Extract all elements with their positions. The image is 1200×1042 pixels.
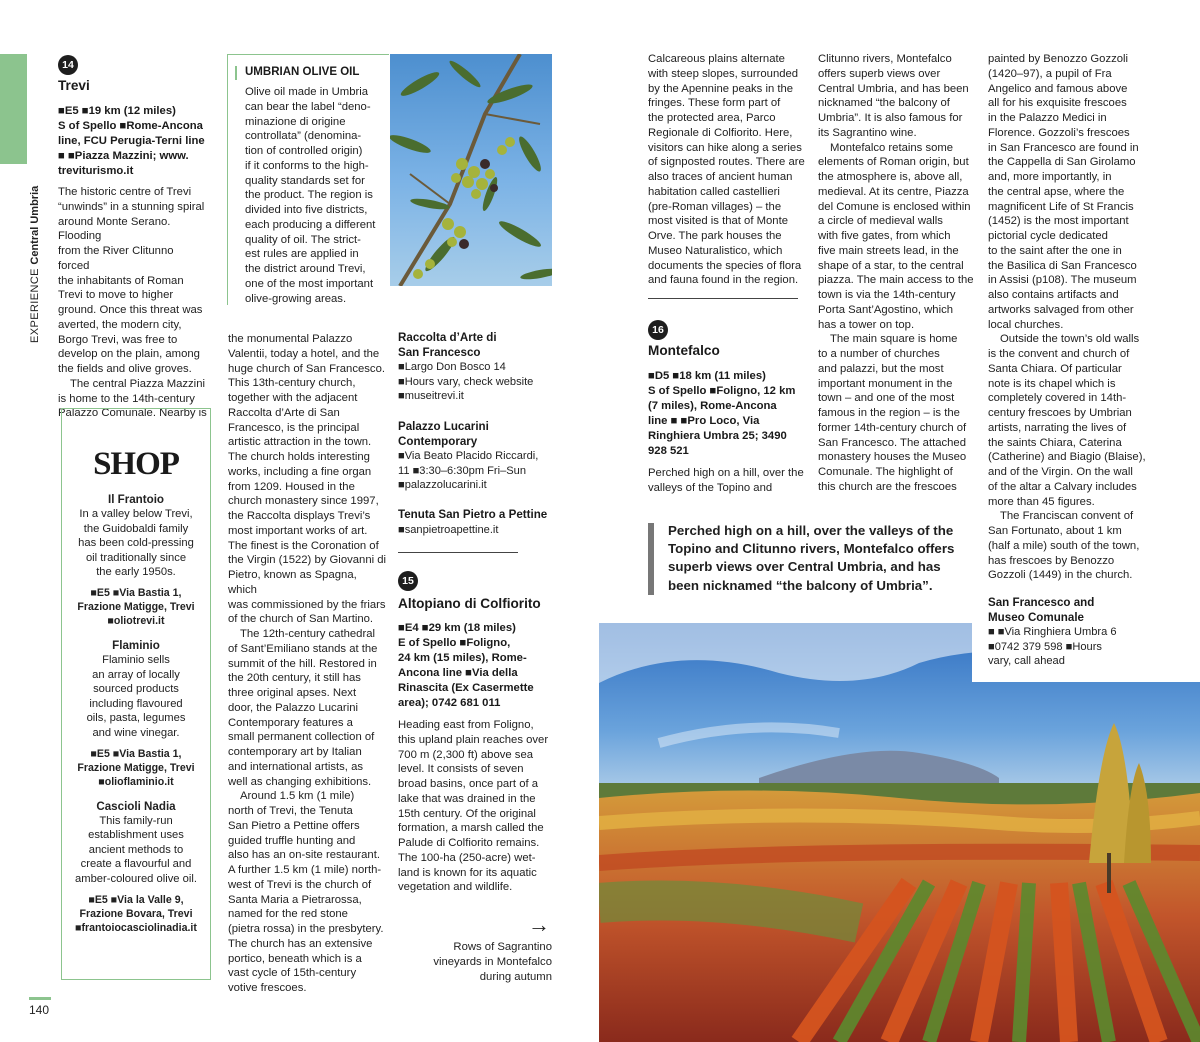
body-line: The historic centre of Trevi [58,186,192,198]
body-line: was commissioned by the friars [228,598,386,611]
trevi-info [58,104,218,179]
body-line: north of Trevi, the Tenuta [228,805,353,817]
body-line: Valentii, today a hotel, and the [228,347,380,360]
body-line: this upland plain reaches over [398,733,549,746]
lucarini-entry [398,420,558,493]
body-line: guided truffle hunting and [228,834,356,847]
body-line: Olive oil made in Umbria [245,86,369,98]
body-line: the fields and olive groves. [58,363,192,375]
body-line: of the altar a Calvary includes [988,480,1137,493]
body-line: pictorial cycle dedicated [988,230,1108,242]
info-line: line ■ ■Pro Loco, Via [648,415,760,427]
section-number-14: 14 [58,55,78,75]
body-line: also has an on-site restaurant. [228,849,380,862]
shop-entry-line: Flaminio sells [102,653,170,666]
lucarini-hours: 11 ■3:30–6:30pm Fri–Sun [398,464,526,477]
body-line: (1452) is the most important [988,215,1129,228]
body-line: documents the species of flora [648,259,802,272]
body-line: its Sagrantino wine. [818,126,917,139]
info-line: treviturismo.it [58,165,134,177]
body-line: shape of a star, to the central [818,259,964,272]
body-line: important monument in the [818,377,953,390]
body-line: The Franciscan convent of [1000,510,1134,523]
body-line: famous in the region – is the [818,407,960,419]
body-line: San Francesco. The attached [818,436,966,449]
pull-quote-line: Perched high on a hill, over the valleys of the [668,523,954,538]
body-line: Calcareous plains alternate [648,53,785,65]
shop-entry-info: Frazione Matigge, Trevi [77,600,195,613]
olive-oil-title: UMBRIAN OLIVE OIL [245,66,360,78]
caption-arrow-icon: → [528,912,550,937]
body-line: town – and one of the most [818,392,955,405]
body-line: Francesco, is the principal [228,421,360,434]
body-line: Trevi to move to higher [58,289,174,302]
body-line: offers superb views over [818,67,941,80]
body-line: in San Francesco are found in [988,141,1139,154]
body-line: contemporary art by Italian [228,746,362,758]
raccolta-hours: ■Hours vary, check website [398,375,534,388]
caption-line: vineyards in Montefalco [433,955,552,968]
museo-phone-hours: ■0742 379 598 ■Hours [988,640,1102,653]
caption-line: Rows of Sagrantino [453,941,552,953]
body-line: the district around Trevi, [245,263,366,275]
pull-quote-line: been nicknamed “the balcony of Umbria”. [668,577,933,593]
body-line: (pietra rossa) in the presbytery. [228,923,384,935]
body-line: artistic attraction in the town. [228,436,372,449]
body-line: Umbria”. It is also famous for [818,112,963,124]
body-line: San Fortunato, about 1 km [988,525,1122,537]
shop-title: SHOP [93,446,179,482]
body-line: the Basilica di San Francesco [988,259,1137,272]
shop-entry-info: ■E5 ■Via Bastia 1, [90,747,182,760]
pull-quote-line: Topino and Clitunno rivers, Montefalco offers [668,541,955,557]
body-line: artworks salvaged from other [988,303,1134,316]
section-number-16: 16 [648,320,668,340]
body-line: (pre-Roman villages) – the [648,200,782,213]
info-line: ■ ■Piazza Mazzini; www. [58,150,189,162]
lucarini-title-1: Palazzo Lucarini [398,420,489,433]
montefalco-info [648,369,808,459]
body-line: tion of controlled origin) [245,145,363,157]
body-line: the inhabitants of Roman [58,274,184,287]
shop-entry-line: and wine vinegar. [92,726,180,739]
body-line: magnificent Life of St Francis [988,200,1134,213]
info-line: ■D5 ■18 km (11 miles) [648,370,766,382]
body-line: each producing a different [245,218,376,231]
body-line: The main square is home [830,333,958,346]
shop-entries [64,492,208,945]
body-line: three original apses. Next [228,687,357,699]
body-line: fringes. These form part of [648,97,781,110]
body-line: completely covered in 14th- [988,392,1127,405]
body-line: huge church of San Francesco. [228,362,385,375]
info-line: Ringhiera Umbra 25; 3490 [648,430,787,442]
shop-entry-line: the Guidobaldi family [83,522,189,535]
colfiorito-info [398,621,558,711]
body-line: from 1209. Housed in the [228,480,355,493]
col3-divider [398,552,518,553]
body-line: to the saint after the one in [988,244,1122,257]
olive-branch-illustration [390,54,552,286]
body-line: 15th century. Of the original [398,807,536,820]
body-line: Outside the town’s old walls [1000,333,1140,346]
shop-entry [64,799,208,935]
shop-entry-line: oils, pasta, legumes [86,712,186,725]
body-line: a circle of medieval walls [818,215,943,228]
body-line: in Assisi (p108). The museum [988,274,1137,287]
section-number-15: 15 [398,571,418,591]
body-line: valleys of the Topino and [648,481,773,494]
body-line: west of Trevi is the church of [228,878,372,891]
body-line: averted, the modern city, [58,318,182,331]
body-line: San Pietro a Pettine offers [228,819,360,832]
pull-quote-bar [648,523,654,595]
lucarini-address: ■Via Beato Placido Riccardi, [398,450,539,462]
info-line: 24 km (15 miles), Rome- [398,652,527,664]
sidebar-label-experience: EXPERIENCE [29,268,41,343]
shop-entry-line: sourced products [93,683,179,696]
body-line: Florence. Gozzoli’s frescoes [988,126,1130,139]
trevi-title: Trevi [58,78,90,93]
body-line: (half a mile) south of the town, [988,539,1140,552]
body-line: piazza. The main access to the [818,274,974,287]
body-line: develop on the plain, among [58,348,200,361]
vineyard-caption [420,940,552,984]
body-line: visitors can hike along a series [648,141,802,154]
body-line: Santa Chiara. Of particular [988,362,1122,375]
body-line: from the River Clitunno forced [58,245,174,272]
colfiorito-body-continued [648,52,806,288]
body-line: 700 m (2,300 ft) above sea [398,748,534,761]
shop-entry-website[interactable]: ■oliotrevi.it [107,614,165,627]
body-line: and, more importantly, in [988,171,1112,183]
body-line: Perched high on a hill, over the [648,467,804,479]
shop-entry-line: oil traditionally since [85,551,187,564]
body-line: The 12th-century cathedral [240,628,376,640]
pull-quote [668,522,968,595]
body-line: The finest is the Coronation of [228,539,379,552]
shop-entry-info: Frazione Matigge, Trevi [77,761,195,774]
shop-entry-line: ancient methods to [88,843,184,856]
body-line: the Cappella di San Girolamo [988,156,1136,169]
body-line: former 14th-century church of [818,421,967,434]
shop-entry-line: amber-coloured olive oil. [75,872,197,885]
body-line: of signposted routes. There are [648,156,805,169]
body-line: divided into five districts, [245,204,368,216]
body-line: to a number of churches [818,348,940,360]
body-line: Around 1.5 km (1 mile) [240,790,355,803]
sidebar-accent-bar [0,54,27,164]
raccolta-entry [398,331,558,404]
body-line: level. It consists of seven [398,763,524,776]
body-line: the Virgin (1522) by Giovanni di [228,554,387,567]
body-line: note is its chapel which is [988,377,1116,390]
body-line: also traces of ancient human [648,171,793,183]
body-line: portico, beneath which is a [228,952,362,965]
shop-entry-line: including flavoured [89,697,183,710]
body-line: and fauna found in the region. [648,274,799,287]
body-line: quality standards set for [245,174,365,187]
body-line: Santa Maria a Pietrarossa, [228,893,362,906]
info-line: 928 521 [648,445,689,457]
shop-entry-name: Flaminio [112,638,160,652]
body-line: The central Piazza Mazzini [70,377,205,390]
colfiorito-body [398,718,553,895]
body-line: the saints Chiara, Caterina [988,436,1122,449]
trevi-body [58,185,208,421]
shop-entry-line: In a valley below Trevi, [79,508,193,520]
raccolta-website[interactable]: ■museitrevi.it [398,390,464,402]
body-line: The church has an extensive [228,937,373,950]
museo-title-2: Museo Comunale [988,610,1084,624]
colfiorito-title: Altopiano di Colfiorito [398,596,541,611]
sidebar-section-label [29,185,41,343]
olive-oil-title-rule [235,66,237,80]
body-line: the atmosphere is, above all, [818,171,963,183]
body-line: if it conforms to the high- [245,159,369,172]
info-line: (7 miles), Rome-Ancona [648,400,777,412]
body-line: votive frescoes. [228,982,307,994]
body-line: Borgo Trevi, was free to [58,333,178,346]
montefalco-body-col3 [988,52,1150,583]
caption-line: during autumn [479,970,552,983]
body-line: also contains artifacts and [988,289,1119,301]
body-line: vast cycle of 15th-century [228,967,357,980]
body-line: this church are the frescoes [818,480,957,493]
tenuta-website[interactable]: ■sanpietroapettine.it [398,523,499,536]
body-line: local churches. [988,318,1064,331]
body-line: works, including a fine organ [228,465,372,478]
body-line: is home to the 14th-century [58,392,195,405]
body-line: can bear the label “deno- [245,100,371,113]
body-line: with steep slopes, surrounded [648,67,799,80]
body-line: monastery houses the Museo [818,451,967,464]
info-line: ■E4 ■29 km (18 miles) [398,622,516,634]
body-line: habitation called castellieri [648,185,780,198]
shop-entry-info: Frazione Bovara, Trevi [79,907,193,920]
body-line: Regionale di Colfiorito. Here, [648,126,793,139]
shop-entry [64,638,208,789]
body-line: medieval. At its centre, Piazza [818,185,969,198]
body-line: The 100-ha (250-acre) wet- [398,851,536,864]
body-line: Pietro, known as Spagna, which [228,569,357,596]
body-line: around Monte Serano. Flooding [58,215,171,243]
body-line: together with the adjacent [228,392,358,404]
body-line: is the convent and church of [988,348,1130,360]
raccolta-address: ■Largo Don Bosco 14 [398,361,506,373]
body-line: Palude di Colfiorito remains. [398,837,540,849]
body-line: Porta Sant’Agostino, which [818,303,954,316]
body-line: door, the Palazzo Lucarini [228,701,358,714]
body-line: Angelico and famous above [988,82,1128,95]
body-line: This 13th-century church, [228,377,356,390]
body-line: the central apse, where the [988,185,1125,198]
olive-branch-photo [390,54,552,286]
body-line: century frescoes by Umbrian [988,407,1132,419]
olive-oil-body [245,85,385,306]
body-line: nicknamed “the balcony of [818,97,950,110]
montefalco-title: Montefalco [648,343,720,358]
body-line: “unwinds” in a stunning spiral [58,200,205,213]
body-line: A further 1.5 km (1 mile) north- [228,864,382,876]
body-line: Clitunno rivers, Montefalco [818,53,952,65]
body-line: five main streets lead, in the [818,244,959,257]
body-line: the Raccolta displays Trevi’s [228,510,371,522]
body-line: Palazzo Comunale. Nearby is [58,407,207,420]
body-line: Gozzoli (1449) in the church. [988,569,1133,582]
body-line: named for the red stone [228,908,348,921]
shop-entry-line: the early 1950s. [96,566,176,579]
shop-entry-line: has been cold-pressing [78,537,194,550]
info-line: E of Spello ■Foligno, [398,637,511,649]
info-line: Rinascita (Ex Casermette [398,682,534,694]
body-line: del Comune is enclosed within [818,200,971,213]
shop-entry [64,492,208,628]
vineyard-illustration [599,623,1200,1042]
raccolta-title-1: Raccolta d’Arte di [398,331,497,344]
tenuta-title: Tenuta San Pietro a Pettine [398,508,548,521]
pull-quote-line: superb views over Central Umbria, and has [668,559,941,575]
body-line: more than 45 figures. [988,495,1095,508]
info-line: area); 0742 681 011 [398,697,501,709]
body-line: well as changing exhibitions. [228,775,372,788]
body-line: one of the most important [245,277,374,290]
shop-entry-line: an array of locally [92,668,180,681]
shop-entry-info: ■E5 ■Via la Valle 9, [88,893,184,906]
body-line: painted by Benozzo Gozzoli [988,53,1129,65]
trevi-body-continued [228,332,388,996]
shop-entry-line: establishment uses [88,829,184,842]
shop-entry-name: Cascioli Nadia [96,799,176,813]
body-line: in the Palazzo Medici in [988,112,1107,124]
body-line: (Catherine) and Biagio (Blaise), [988,451,1146,464]
body-line: artists, narrating the lives of [988,421,1127,434]
montefalco-body [648,466,808,496]
page-number-rule [29,997,51,1000]
body-line: and of the Virgin. On the wall [988,466,1133,478]
body-line: broad basins, once part of a [398,778,539,790]
sidebar-label-region: Central Umbria [29,185,41,265]
body-line: Comunale. The highlight of [818,466,953,478]
body-line: of the church of San Martino. [228,613,374,626]
body-line: land is known for its aquatic [398,866,537,879]
body-line: Raccolta d’Arte di San [228,406,340,419]
body-line: most visited is that of Monte [648,215,789,228]
body-line: Contemporary features a [228,716,353,729]
body-line: ground. Once this threat was [58,304,203,316]
vineyard-photo [599,623,1200,1042]
body-line: est rules are applied in [245,248,359,261]
info-line: S of Spello ■Foligno, 12 km [648,385,796,397]
body-line: minazione di origine [245,115,346,128]
body-line: Museo Naturalistico, which [648,244,783,257]
body-line: elements of Roman origin, but [818,156,969,169]
info-line: Ancona line ■Via della [398,667,518,679]
museo-comunale-entry [988,596,1153,669]
body-line: small permanent collection of [228,731,375,744]
body-line: by the Apennine peaks in the [648,82,794,95]
shop-entry-website[interactable]: ■frantoiocasciolinadia.it [75,921,197,934]
body-line: controllata” (denomina- [245,130,362,143]
shop-entry-name: Il Frantoio [107,493,165,506]
body-line: town is via the 14th-century [818,289,956,301]
body-line: Central Umbria, and has been [818,82,969,95]
body-line: with five gates, from which [818,230,951,242]
body-line: all for his exquisite frescoes [988,97,1127,110]
tenuta-entry [398,508,558,537]
body-line: the 20th century, it still has [228,672,361,685]
body-line: formation, a marsh called the [398,822,544,835]
body-line: has a tower on top. [818,318,915,331]
body-line: of Sant’Emiliano stands at the [228,642,378,655]
museo-hours-2: vary, call ahead [988,655,1065,667]
info-line: line, FCU Perugia-Terni line [58,135,205,147]
body-line: and palazzi, but the most [818,362,944,375]
body-line: most important works of art. [228,524,368,537]
montefalco-body-continued [818,52,976,495]
lucarini-website[interactable]: ■palazzolucarini.it [398,479,487,491]
shop-entry-line: This family-run [99,814,173,827]
body-line: the product. The region is [245,189,373,202]
body-line: lake that was drained in the [398,792,536,805]
body-line: summit of the hill. Restored in [228,657,377,670]
body-line: has frescoes by Benozzo [988,554,1115,567]
shop-entry-line: create a flavourful and [80,858,192,871]
info-line: ■E5 ■19 km (12 miles) [58,105,176,117]
body-line: (1420–97), a pupil of Fra [988,67,1112,80]
body-line: vegetation and wildlife. [398,881,513,894]
body-line: The church holds interesting [228,451,370,463]
museo-title-1: San Francesco and [988,596,1095,609]
body-line: quality of oil. The strict- [245,233,361,246]
body-line: olive-growing areas. [245,292,347,305]
museo-address: ■ ■Via Ringhiera Umbra 6 [988,626,1117,638]
body-line: Heading east from Foligno, [398,719,534,731]
lucarini-title-2: Contemporary [398,434,478,448]
info-line: S of Spello ■Rome-Ancona [58,120,203,132]
body-line: the protected area, Parco [648,112,776,124]
page-number: 140 [29,1003,50,1017]
body-line: Montefalco retains some [830,141,954,154]
raccolta-title-2: San Francesco [398,345,481,359]
body-line: church monastery since 1997, [228,495,379,508]
body-line: the monumental Palazzo [228,333,353,345]
shop-entry-website[interactable]: ■olioflaminio.it [98,775,174,788]
col4-divider [648,298,798,299]
body-line: and international artists, as [228,760,364,773]
body-line: Orve. The park houses the [648,230,782,242]
shop-entry-info: ■E5 ■Via Bastia 1, [90,586,182,599]
